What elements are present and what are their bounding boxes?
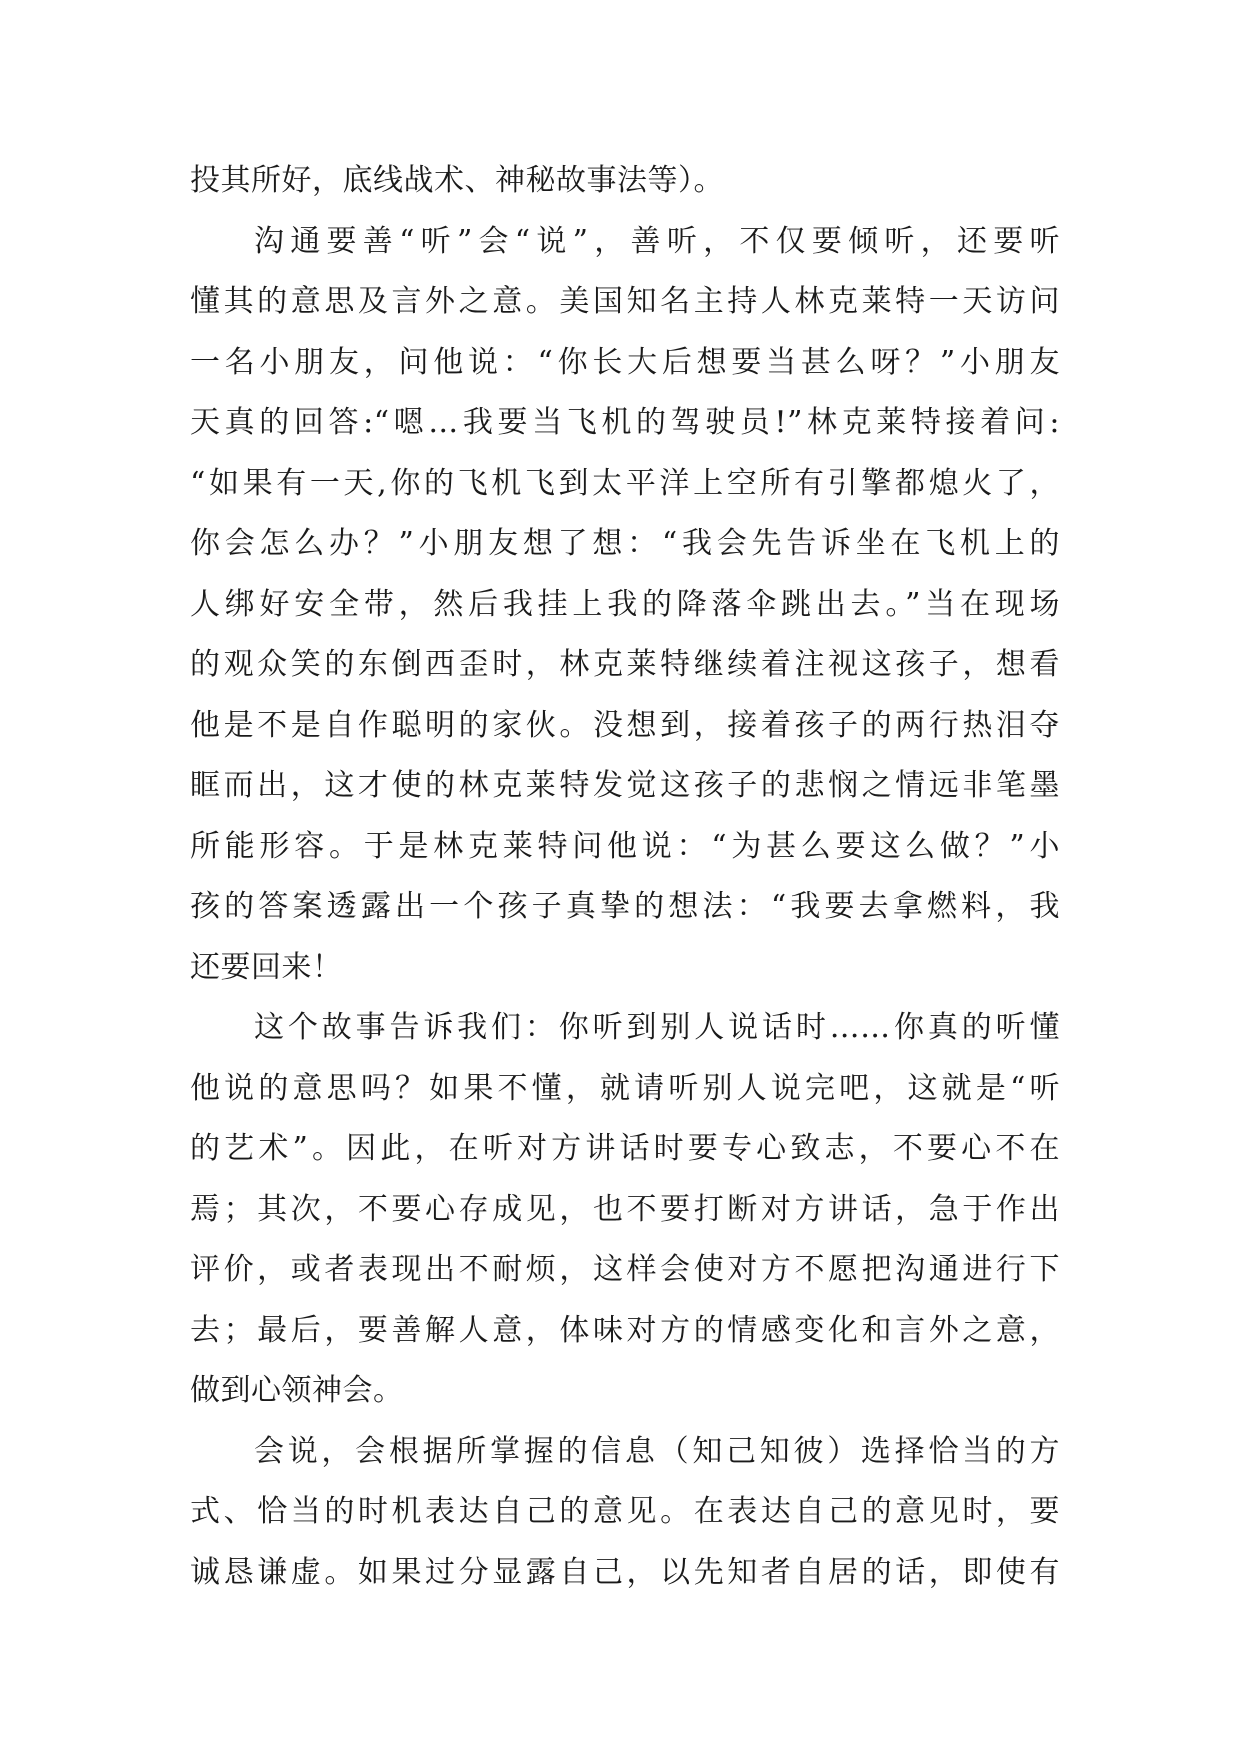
text-line: 诚恳谦虚。如果过分显露自己，以先知者自居的话，即使有 (190, 1554, 1060, 1590)
text-line: 孩的答案透露出一个孩子真挚的想法：“我要去拿燃料，我 (190, 889, 1060, 924)
text-line: 所能形容。于是林克莱特问他说：“为甚么要这么做？”小 (190, 828, 1060, 864)
text-line: 焉；其次，不要心存成见，也不要打断对方讲话，急于作出 (190, 1191, 1060, 1227)
text-line: 人绑好安全带，然后我挂上我的降落伞跳出去。”当在现场 (190, 586, 1060, 622)
text-line: 沟通要善“听”会“说”，善听，不仅要倾听，还要听 (254, 223, 1060, 259)
text-line: 去；最后，要善解人意，体味对方的情感变化和言外之意， (190, 1312, 1060, 1348)
text-line: 的观众笑的东倒西歪时，林克莱特继续着注视这孩子，想看 (190, 647, 1060, 682)
text-line: 做到心领神会。 (190, 1373, 404, 1408)
text-line: 你会怎么办？”小朋友想了想：“我会先告诉坐在飞机上的 (190, 526, 1060, 561)
text-line: 会说，会根据所掌握的信息（知己知彼）选择恰当的方 (254, 1433, 1060, 1469)
text-line: 式、恰当的时机表达自己的意见。在表达自己的意见时，要 (190, 1494, 1060, 1529)
text-line: 天真的回答:“嗯…我要当飞机的驾驶员!”林克莱特接着问: (190, 405, 1060, 440)
text-line: “如果有一天,你的飞机飞到太平洋上空所有引擎都熄火了， (190, 465, 1060, 501)
text-line: 一名小朋友，问他说：“你长大后想要当甚么呀？”小朋友 (190, 344, 1060, 380)
text-line: 还要回来！ (190, 949, 343, 985)
text-line: 懂其的意思及言外之意。美国知名主持人林克莱特一天访问 (190, 284, 1060, 319)
text-line: 他说的意思吗？如果不懂，就请听别人说完吧，这就是“听 (190, 1070, 1060, 1106)
text-line: 评价，或者表现出不耐烦，这样会使对方不愿把沟通进行下 (190, 1252, 1060, 1287)
text-line: 眶而出，这才使的林克莱特发觉这孩子的悲悯之情远非笔墨 (190, 768, 1060, 803)
document-body (190, 151, 1060, 1603)
text-line: 这个故事告诉我们：你听到别人说话时……你真的听懂 (254, 1010, 1060, 1045)
text-line: 他是不是自作聪明的家伙。没想到，接着孩子的两行热泪夺 (190, 707, 1060, 743)
text-line: 的艺术”。因此，在听对方讲话时要专心致志，不要心不在 (190, 1131, 1060, 1166)
text-line: 投其所好，底线战术、神秘故事法等）。 (190, 163, 724, 198)
